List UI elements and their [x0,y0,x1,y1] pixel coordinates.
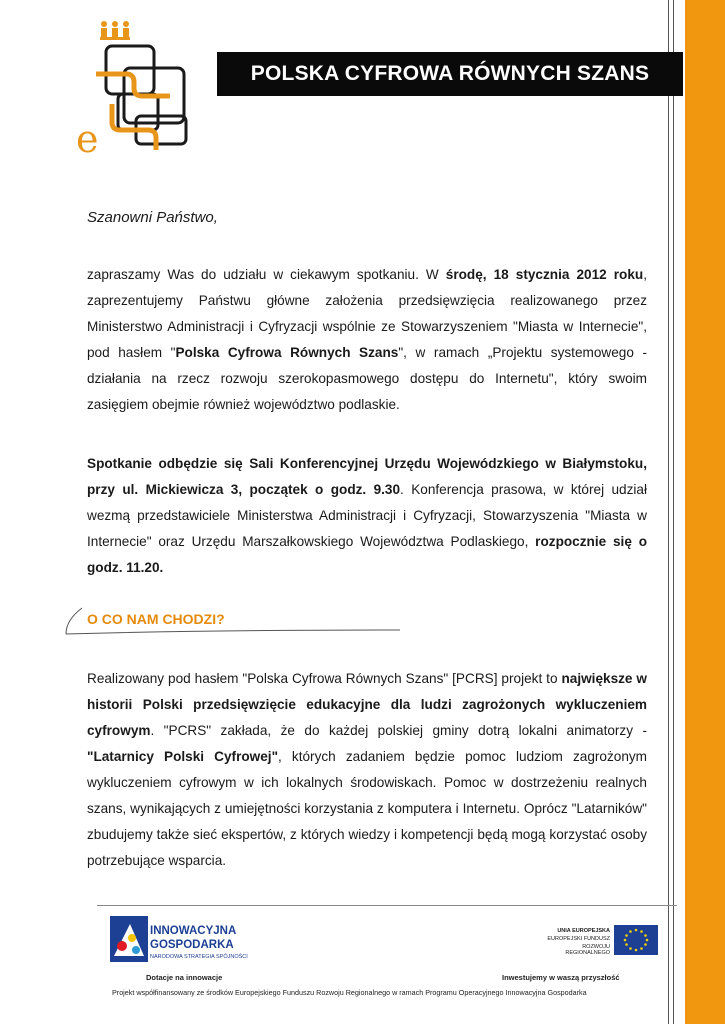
pcrs-logo [70,18,210,158]
eu-flag-icon [614,925,658,955]
text-run: Realizowany pod hasłem "Polska Cyfrowa Równych Szans" [PCRS] projekt to [87,671,562,686]
bold-text-run: rozpocznie się o godz. 11.20. [87,534,647,575]
text-run: . Konferencja prasowa, w której udział wezmą przedstawiciele Ministerstwa Administracji i Cyfryzacji, Stowarzyszenia "Miasta w Internecie" oraz Urzędu Marszałkowskiego Województwa Podlaskiego, [87,482,647,549]
bold-text-run: Spotkanie odbędzie się Sali Konferencyjnej Urzędu Wojewódzkiego w Białymstoku, przy ul. Mickiewicza 3, początek o godz. 9.30 [87,456,647,497]
eu-line2: EUROPEJSKI FUNDUSZ [547,936,610,942]
eu-line1: UNIA EUROPEJSKA [557,928,610,934]
ig-line2: GOSPODARKA [150,939,234,951]
right-caption: Inwestujemy w waszą przyszłość [502,973,620,982]
bold-text-run: środę, 18 stycznia 2012 roku [445,267,644,282]
text-run: , zaprezentujemy Państwu główne założenia przedsięwzięcia realizowanego przez Ministerstwo Administracji i Cyfryzacji wspólnie ze Stowarzyszeniem "Miasta w Internecie", pod hasłem " [87,267,647,360]
footer-funding-note: Projekt współfinansowany ze środków Europejskiego Funduszu Rozwoju Regionalnego w ramach Programu Operacyjnego Innowacyjna Gospodarka [112,988,587,997]
side-rule-1 [668,0,669,1024]
section-heading: O CO NAM CHODZI? [87,611,225,627]
greeting: Szanowni Państwo, [87,209,218,226]
paragraph-meeting [87,451,647,581]
document-title: POLSKA CYFROWA RÓWNYCH SZANS [217,52,683,96]
bold-text-run: Polska Cyfrowa Równych Szans [175,345,399,360]
eu-line3: ROZWOJU REGIONALNEGO [565,944,610,956]
innowacyjna-gospodarka-logo-icon [110,916,148,962]
orange-side-bar [685,0,725,1024]
ig-line1: INNOWACYJNA [150,925,237,937]
paragraph-intro [87,262,647,418]
side-rule-2 [673,0,674,1024]
bold-text-run: największe w historii Polski przedsięwzięcie edukacyjne dla ludzi zagrożonych wykluczeniem cyfrowym [87,671,647,738]
text-run: , których zadaniem będzie pomoc ludziom zagrożonym wykluczeniem cyfrowym w ich lokalnych środowiskach. Pomoc w dostrzeżeniu realnych szans, wynikających z umiejętności korzystania z komputera i Internetu. Oprócz "Latarników" zbudujemy także sieć ekspertów, z których wiedzy i kompetencji będą mogą korzystać osoby potrzebujące wsparcia. [87,749,648,868]
paragraph-project [87,666,647,874]
ig-line3: NARODOWA STRATEGIA SPÓJNOŚCI [150,954,248,960]
bold-text-run: "Latarnicy Polski Cyfrowej" [87,749,279,764]
svg-text:e: e [76,117,99,158]
footer-divider [97,905,677,906]
text-run: . "PCRS" zakłada, że do każdej polskiej gminy dotrą lokalni animatorzy - [150,723,647,738]
text-run: zapraszamy Was do udziału w ciekawym spotkaniu. W [87,267,446,282]
left-caption: Dotacje na innowacje [146,973,223,982]
text-run: ", w ramach „Projektu systemowego - działania na rzecz rozwoju szerokopasmowego dostępu do Internetu", który swoim zasięgiem obejmie również województwo podlaskie. [87,345,647,412]
